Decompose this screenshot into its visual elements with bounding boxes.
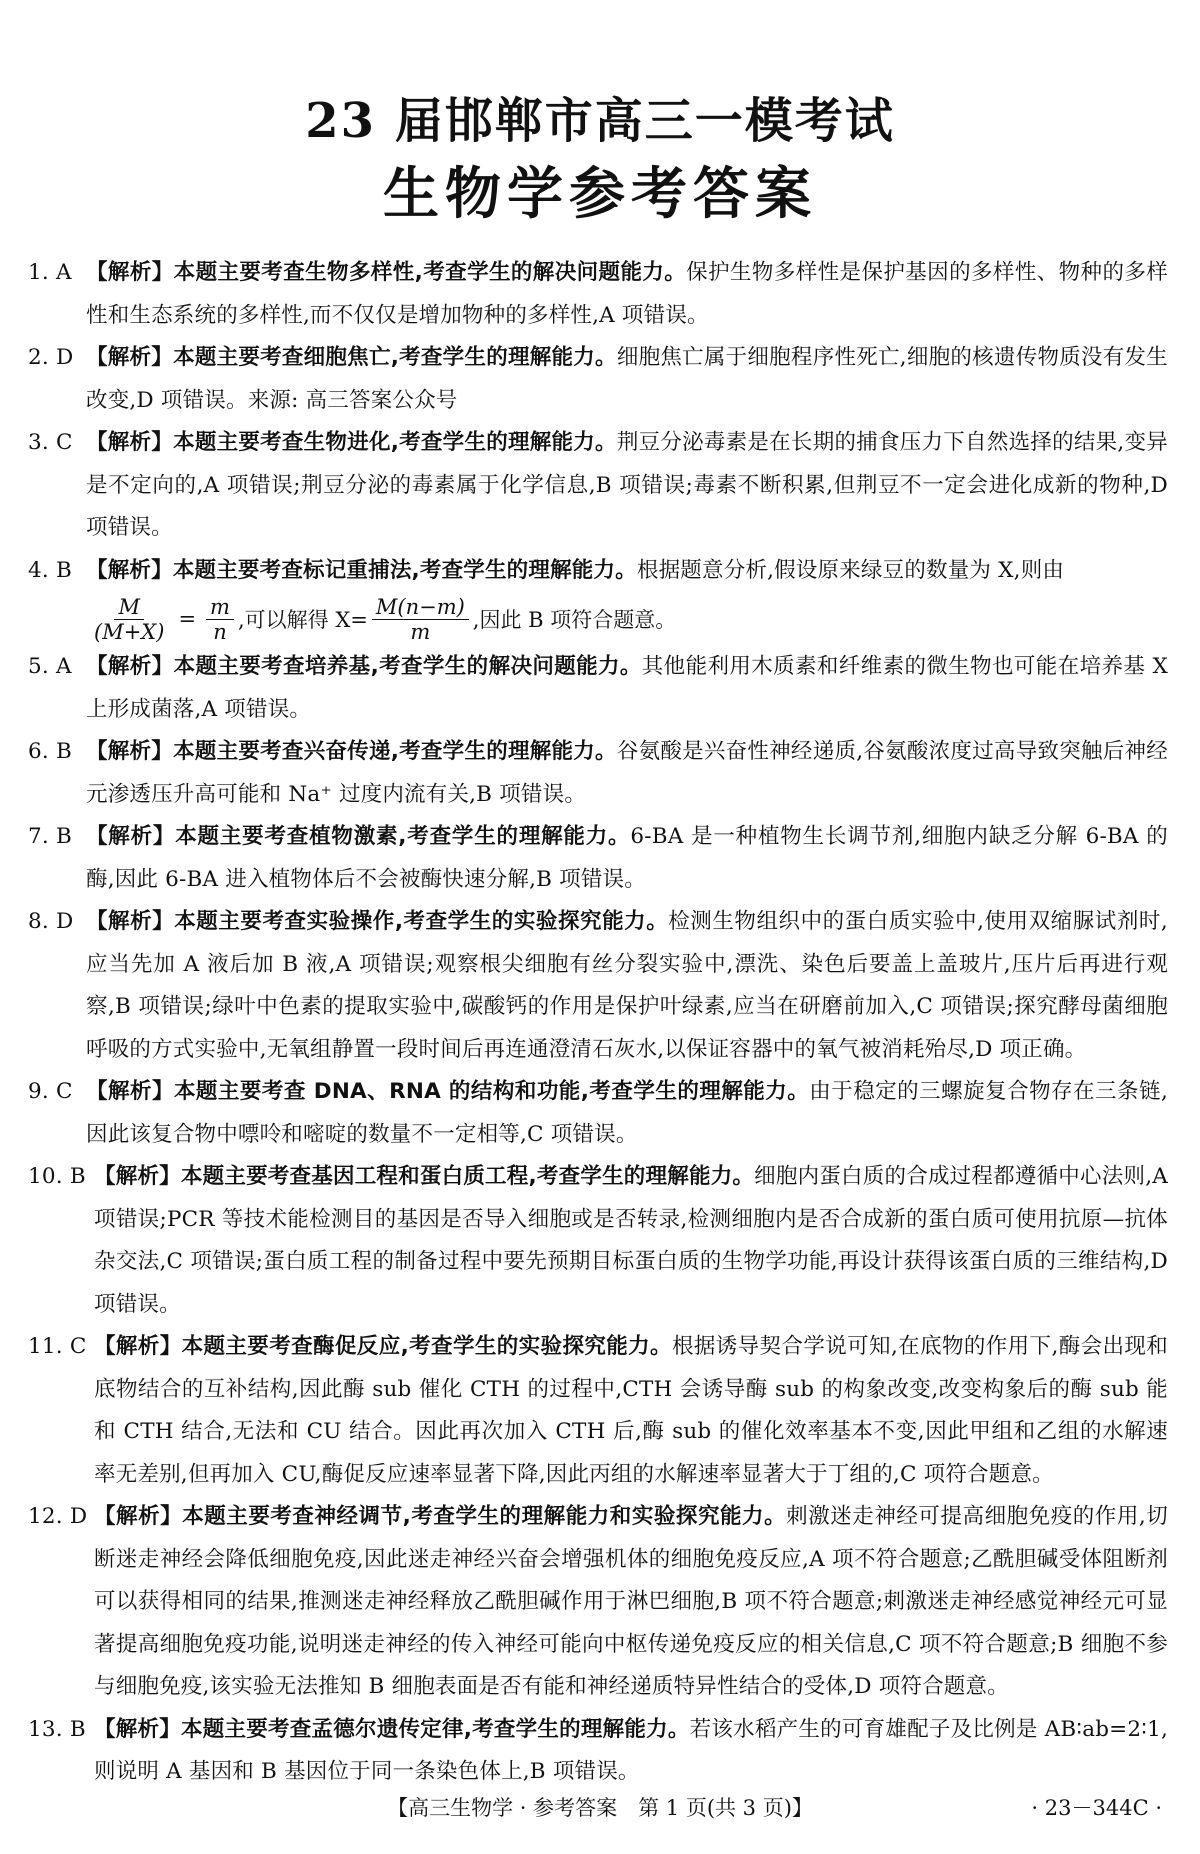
answer-number: 5. A bbox=[28, 654, 72, 679]
answer-topic: 本题主要考查培养基,考查学生的解决问题能力。 bbox=[173, 654, 642, 679]
answer-list bbox=[28, 252, 1168, 1794]
answer-item-11 bbox=[28, 1326, 1168, 1496]
answer-item-1 bbox=[28, 252, 1168, 337]
answer-number: 13. B bbox=[28, 1716, 86, 1742]
answer-explanation bbox=[86, 646, 1168, 731]
answer-item-6 bbox=[28, 731, 1168, 816]
analysis-tag: 【解析】 bbox=[94, 1716, 181, 1742]
formula-line bbox=[86, 592, 1168, 646]
analysis-tag: 【解析】 bbox=[94, 1164, 181, 1189]
answer-topic: 本题主要考查孟德尔遗传定律,考查学生的理解能力。 bbox=[181, 1716, 690, 1742]
answer-item-13 bbox=[28, 1709, 1168, 1794]
formula-middle-text: ,可以解得 X= bbox=[237, 608, 368, 632]
answer-item-5 bbox=[28, 646, 1168, 731]
answer-number: 3. C bbox=[28, 430, 73, 455]
answer-number: 8. D bbox=[28, 909, 74, 934]
answer-explanation bbox=[94, 1496, 1168, 1709]
fraction-numerator: M bbox=[114, 595, 144, 620]
answer-key-title: 生物学参考答案 bbox=[383, 161, 817, 227]
answer-text: 保护生物多样性是保护基因的多样性、物种的多样性和生态系统的多样性,而不仅仅是增加物种的多样性,A 项错误。 bbox=[86, 260, 1168, 328]
answer-number: 10. B bbox=[28, 1164, 86, 1189]
answer-explanation bbox=[94, 1326, 1168, 1496]
answer-number: 2. D bbox=[28, 345, 74, 370]
answer-text: 谷氨酸是兴奋性神经递质,谷氨酸浓度过高导致突触后神经元渗透压升高可能和 Na⁺ 过度内流有关,B 项错误。 bbox=[86, 739, 1168, 807]
answer-topic: 本题主要考查 DNA、RNA 的结构和功能,考查学生的理解能力。 bbox=[173, 1079, 810, 1104]
answer-explanation bbox=[86, 731, 1168, 816]
answer-explanation bbox=[94, 1709, 1168, 1794]
answer-number: 6. B bbox=[28, 739, 72, 764]
fraction-numerator: M(n−m) bbox=[372, 595, 469, 620]
answer-item-8 bbox=[28, 901, 1168, 1071]
answer-item-7 bbox=[28, 816, 1168, 901]
answer-text: 由于稳定的三螺旋复合物存在三条链,因此该复合物中嘌呤和嘧啶的数量不一定相等,C 项错误。 bbox=[86, 1079, 1168, 1147]
footer-document-code: · 23－344C · bbox=[1031, 1796, 1162, 1820]
fraction-numerator: m bbox=[206, 595, 234, 620]
equals-sign: = bbox=[178, 607, 197, 631]
fraction-m-over-m-plus-x bbox=[90, 595, 168, 644]
fraction-denominator: n bbox=[213, 619, 227, 644]
answer-text: 其他能利用木质素和纤维素的微生物也可能在培养基 X 上形成菌落,A 项错误。 bbox=[86, 654, 1168, 722]
answer-explanation bbox=[86, 901, 1168, 1071]
answer-topic: 本题主要考查生物进化,考查学生的理解能力。 bbox=[173, 430, 617, 455]
analysis-tag: 【解析】 bbox=[86, 1079, 174, 1104]
answer-number: 12. D bbox=[28, 1504, 88, 1529]
answer-text: 刺激迷走神经可提高细胞免疫的作用,切断迷走神经会降低细胞免疫,因此迷走神经兴奋会增强机体的细胞免疫反应,A 项不符合题意;乙酰胆碱受体阻断剂可以获得相同的结果,推测迷走神经释放乙酰胆碱作用于淋巴细胞,B 项不符合题意;刺激迷走神经感觉神经元可显著提高细胞免疫功能,说明迷走神经的传入神经可能向中枢传递免疫反应的相关信息,C 项不符合题意;B 细胞不参与细胞免疫,该实验无法推知 B 细胞表面是否有能和神经递质特异性结合的受体,D 项符合题意。 bbox=[94, 1504, 1168, 1699]
analysis-tag: 【解析】 bbox=[86, 260, 174, 285]
answer-topic: 本题主要考查基因工程和蛋白质工程,考查学生的理解能力。 bbox=[180, 1164, 755, 1189]
answer-explanation bbox=[86, 252, 1168, 337]
answer-number: 4. B bbox=[28, 557, 72, 583]
answer-text: 细胞焦亡属于细胞程序性死亡,细胞的核遗传物质没有发生改变,D 项错误。来源: 高三答案公众号 bbox=[86, 345, 1168, 413]
fraction-m-over-n bbox=[206, 595, 234, 644]
footer-page-info: 【高三生物学 · 参考答案 第 1 页(共 3 页)】 bbox=[387, 1796, 813, 1820]
answer-topic: 本题主要考查兴奋传递,考查学生的理解能力。 bbox=[173, 739, 617, 764]
answer-number: 9. C bbox=[28, 1079, 73, 1104]
analysis-tag: 【解析】 bbox=[86, 430, 174, 455]
answer-explanation bbox=[86, 337, 1168, 422]
answer-number: 7. B bbox=[28, 824, 72, 849]
analysis-tag: 【解析】 bbox=[94, 1334, 182, 1359]
formula-tail-text: ,因此 B 项符合题意。 bbox=[472, 608, 677, 632]
answer-text: 根据题意分析,假设原来绿豆的数量为 X,则由 bbox=[636, 557, 1065, 583]
answer-explanation bbox=[86, 816, 1168, 901]
analysis-tag: 【解析】 bbox=[94, 1504, 183, 1529]
answer-text: 检测生物组织中的蛋白质实验中,使用双缩脲试剂时,应当先加 A 液后加 B 液,A 项错误;观察根尖细胞有丝分裂实验中,漂洗、染色后要盖上盖玻片,压片后再进行观察,B 项错误;绿叶中色素的提取实验中,碳酸钙的作用是保护叶绿素,应当在研磨前加入,C 项错误;探究酵母菌细胞呼吸的方式实验中,无氧组静置一段时间后再连通澄清石灰水,以保证容器中的氧气被消耗殆尽,D 项正确。 bbox=[86, 909, 1168, 1062]
answer-text: 若该水稻产生的可育雄配子及比例是 AB∶ab=2∶1,则说明 A 基因和 B 基因位于同一条染色体上,B 项错误。 bbox=[94, 1716, 1168, 1784]
exam-title: 23 届邯郸市高三一模考试 bbox=[305, 93, 895, 149]
answer-topic: 本题主要考查标记重捕法,考查学生的理解能力。 bbox=[172, 557, 637, 583]
answer-item-4 bbox=[28, 550, 1168, 593]
page-footer bbox=[0, 1786, 1200, 1826]
answer-explanation bbox=[94, 1156, 1168, 1326]
answer-explanation bbox=[86, 1071, 1168, 1156]
answer-item-12 bbox=[28, 1496, 1168, 1709]
analysis-tag: 【解析】 bbox=[86, 824, 176, 849]
answer-text: 根据诱导契合学说可知,在底物的作用下,酶会出现和底物结合的互补结构,因此酶 sub 催化 CTH 的过程中,CTH 会诱导酶 sub 的构象改变,改变构象后的酶 sub 能和 CTH 结合,无法和 CU 结合。因此再次加入 CTH 后,酶 sub 的催化效率基本不变,因此甲组和乙组的水解速率无差别,但再加入 CU,酶促反应速率显著下降,因此丙组的水解速率显著大于丁组的,C 项符合题意。 bbox=[94, 1334, 1168, 1487]
answer-item-9 bbox=[28, 1071, 1168, 1156]
answer-topic: 本题主要考查神经调节,考查学生的理解能力和实验探究能力。 bbox=[182, 1504, 787, 1529]
analysis-tag: 【解析】 bbox=[86, 654, 174, 679]
answer-number: 1. A bbox=[28, 260, 72, 285]
fraction-denominator: m bbox=[410, 619, 431, 644]
answer-item-2 bbox=[28, 337, 1168, 422]
answer-topic: 本题主要考查生物多样性,考查学生的解决问题能力。 bbox=[173, 260, 687, 285]
answer-topic: 本题主要考查酶促反应,考查学生的实验探究能力。 bbox=[181, 1334, 672, 1359]
answer-topic: 本题主要考查植物激素,考查学生的理解能力。 bbox=[175, 824, 631, 849]
analysis-tag: 【解析】 bbox=[86, 739, 174, 764]
answer-text: 6-BA 是一种植物生长调节剂,细胞内缺乏分解 6-BA 的酶,因此 6-BA 进入植物体后不会被酶快速分解,B 项错误。 bbox=[86, 824, 1168, 892]
fraction-denominator: (M+X) bbox=[94, 619, 165, 644]
answer-topic: 本题主要考查细胞焦亡,考查学生的理解能力。 bbox=[173, 345, 617, 370]
analysis-tag: 【解析】 bbox=[86, 909, 175, 934]
answer-item-10 bbox=[28, 1156, 1168, 1326]
analysis-tag: 【解析】 bbox=[86, 557, 173, 583]
answer-text: 细胞内蛋白质的合成过程都遵循中心法则,A 项错误;PCR 等技术能检测目的基因是否导入细胞或是否转录,检测细胞内是否合成新的蛋白质可使用抗原—抗体杂交法,C 项错误;蛋白质工程的制备过程中要先预期目标蛋白质的生物学功能,再设计获得该蛋白质的三维结构,D 项错误。 bbox=[94, 1164, 1168, 1317]
answer-text: 荆豆分泌毒素是在长期的捕食压力下自然选择的结果,变异是不定向的,A 项错误;荆豆分泌的毒素属于化学信息,B 项错误;毒素不断积累,但荆豆不一定会进化成新的物种,D 项错误。 bbox=[86, 430, 1168, 540]
fraction-solution bbox=[372, 595, 469, 644]
analysis-tag: 【解析】 bbox=[86, 345, 174, 370]
answer-item-3 bbox=[28, 422, 1168, 550]
answer-explanation bbox=[86, 550, 1168, 593]
answer-topic: 本题主要考查实验操作,考查学生的实验探究能力。 bbox=[174, 909, 669, 934]
answer-number: 11. C bbox=[28, 1334, 87, 1359]
answer-explanation bbox=[86, 422, 1168, 550]
